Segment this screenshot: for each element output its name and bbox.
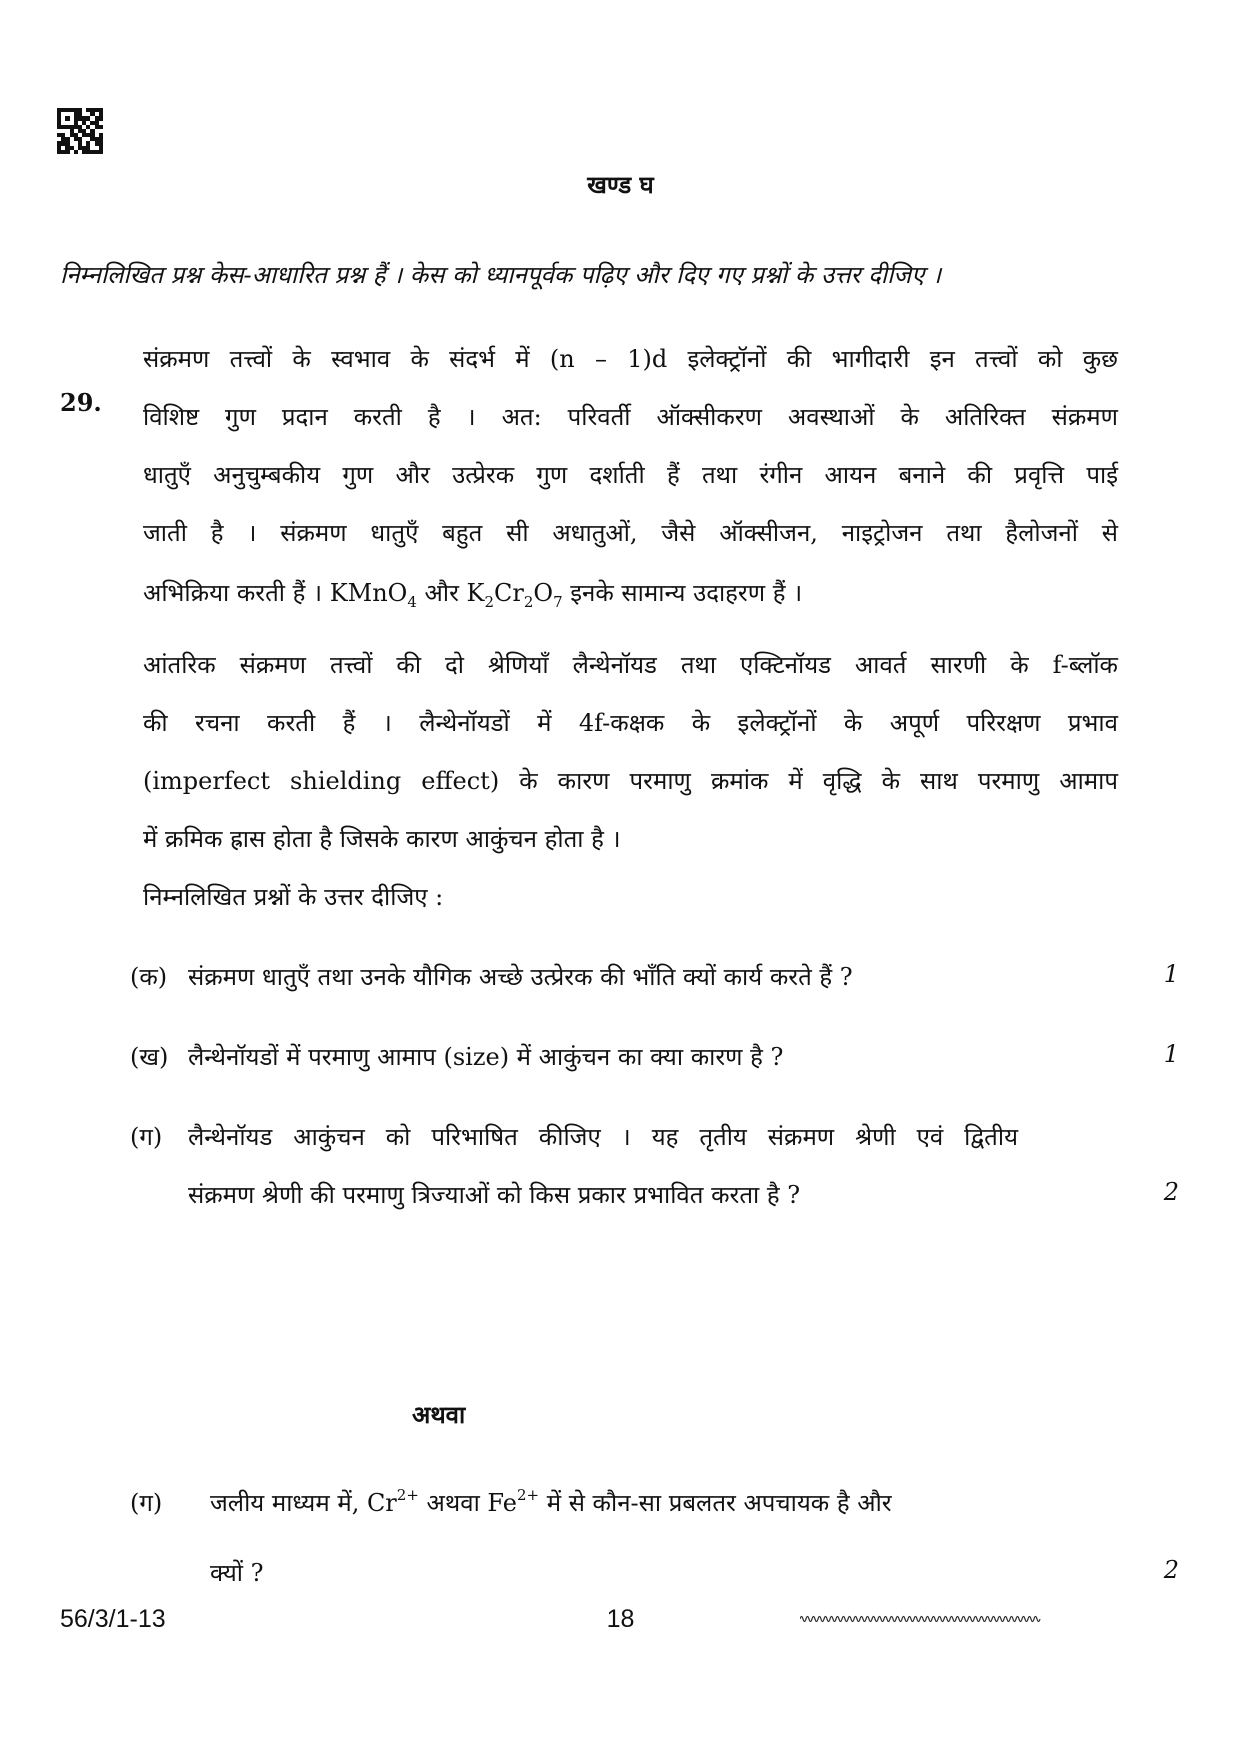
part-kha-text: लैन्थेनॉयडों में परमाणु आमाप (size) में आकुंचन का क्या कारण है ? xyxy=(188,1043,784,1071)
para1-text-d: O xyxy=(533,579,554,607)
alt-text-c: में से कौन-सा प्रबलतर अपचायक है और xyxy=(539,1489,892,1517)
alt-part-line-1 xyxy=(210,1486,1020,1519)
part-ka-label: (क) xyxy=(130,963,168,991)
para1-text-c: Cr xyxy=(494,579,524,607)
para1-text-e: इनके सामान्य उदाहरण हैं । xyxy=(562,579,803,607)
para1-line-2: विशिष्ट गुण प्रदान करती है । अत: परिवर्ती ऑक्सीकरण अवस्थाओं के अतिरिक्त संक्रमण xyxy=(143,403,1118,431)
alt-text-b: अथवा Fe xyxy=(418,1489,517,1517)
subscript: 2 xyxy=(484,593,495,611)
question-number: 29. xyxy=(60,388,102,417)
part-ka-marks: 1 xyxy=(1163,960,1179,988)
section-title: खण्ड घ xyxy=(587,170,654,199)
part-ga-line-2: संक्रमण श्रेणी की परमाणु त्रिज्याओं को किस प्रकार प्रभावित करता है ? xyxy=(188,1181,801,1209)
part-kha-label: (ख) xyxy=(130,1043,169,1071)
subscript: 2 xyxy=(523,593,534,611)
para1-line-5 xyxy=(143,576,1118,609)
para2-line-1: आंतरिक संक्रमण तत्त्वों की दो श्रेणियाँ लैन्थेनॉयड तथा एक्टिनॉयड आवर्त सारणी के f-ब्लॉक xyxy=(143,651,1118,679)
page-number: 18 xyxy=(606,1605,635,1633)
part-ga-label: (ग) xyxy=(130,1123,163,1151)
wavy-line-decoration xyxy=(800,1612,1045,1626)
para1-line-3: धातुएँ अनुचुम्बकीय गुण और उत्प्रेरक गुण दर्शाती हैं तथा रंगीन आयन बनाने की प्रवृत्ति पाई xyxy=(143,461,1118,489)
answer-prompt: निम्नलिखित प्रश्नों के उत्तर दीजिए : xyxy=(143,883,444,911)
paper-code: 56/3/1-13 xyxy=(60,1605,166,1633)
alt-part-marks: 2 xyxy=(1163,1556,1179,1584)
para2-line-2: की रचना करती हैं । लैन्थेनॉयडों में 4f-कक्षक के इलेक्ट्रॉनों के अपूर्ण परिरक्षण प्रभाव xyxy=(143,709,1118,737)
part-ga-line-1: लैन्थेनॉयड आकुंचन को परिभाषित कीजिए । यह तृतीय संक्रमण श्रेणी एवं द्वितीय xyxy=(188,1123,1018,1151)
alt-part-label: (ग) xyxy=(130,1489,163,1517)
superscript: 2+ xyxy=(516,1486,540,1504)
subscript: 4 xyxy=(407,593,417,611)
part-kha-marks: 1 xyxy=(1163,1040,1179,1068)
para2-line-4: में क्रमिक ह्रास होता है जिसके कारण आकुंचन होता है । xyxy=(143,825,621,853)
part-ka-text: संक्रमण धातुएँ तथा उनके यौगिक अच्छे उत्प्रेरक की भाँति क्यों कार्य करते हैं ? xyxy=(188,963,853,991)
para1-text-b: और K xyxy=(416,579,485,607)
superscript: 2+ xyxy=(396,1486,419,1504)
alt-text-a: जलीय माध्यम में, Cr xyxy=(210,1489,397,1517)
para2-line-3: (imperfect shielding effect) के कारण परमाणु क्रमांक में वृद्धि के साथ परमाणु आमाप xyxy=(143,767,1118,795)
alt-part-line-2: क्यों ? xyxy=(210,1559,264,1587)
para1-line-1: संक्रमण तत्त्वों के स्वभाव के संदर्भ में (n – 1)d इलेक्ट्रॉनों की भागीदारी इन तत्त्वों को कुछ xyxy=(143,345,1118,373)
para1-line-4: जाती है । संक्रमण धातुएँ बहुत सी अधातुओं, जैसे ऑक्सीजन, नाइट्रोजन तथा हैलोजनों से xyxy=(143,519,1118,547)
part-ga-marks: 2 xyxy=(1163,1178,1179,1206)
para1-text-a: अभिक्रिया करती हैं । KMnO xyxy=(143,579,408,607)
subscript: 7 xyxy=(553,593,563,611)
or-label: अथवा xyxy=(412,1400,466,1429)
qr-code xyxy=(57,108,103,154)
instruction-text: निम्नलिखित प्रश्न केस-आधारित प्रश्न हैं । केस को ध्यानपूर्वक पढ़िए और दिए गए प्रश्नों के उत्तर दीजिए । xyxy=(60,261,942,289)
